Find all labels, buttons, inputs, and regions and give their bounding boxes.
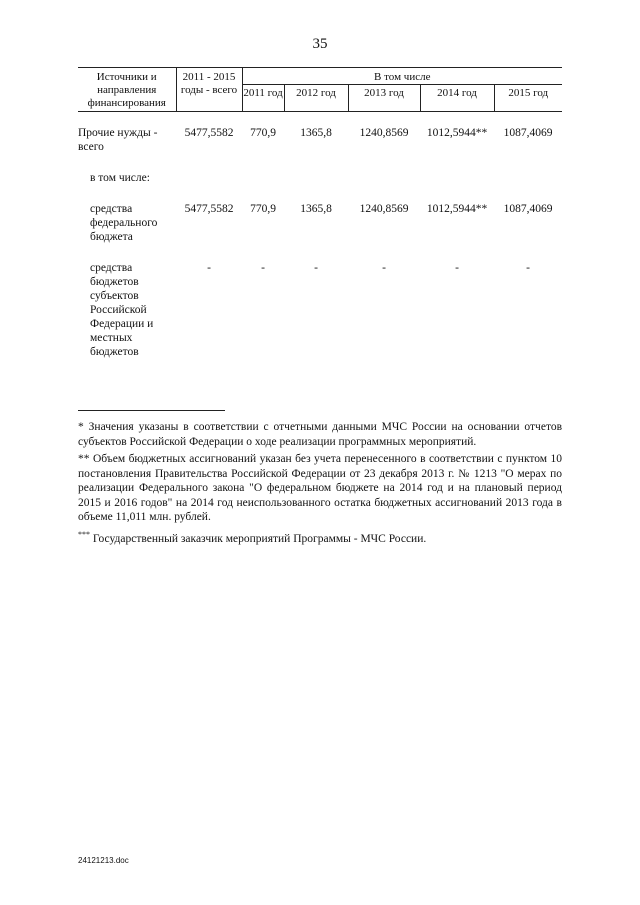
table-row <box>78 112 562 155</box>
table-row <box>78 185 562 244</box>
cell-total: 5477,5582 <box>184 127 234 139</box>
footnote-mark: * <box>78 421 84 433</box>
cell-2015: 1087,4069 <box>503 203 553 215</box>
table-row <box>78 154 562 185</box>
page-number: 35 <box>312 36 328 52</box>
header-year-2015: 2015 год <box>494 85 562 112</box>
row-label: Прочие нужды - всего <box>78 127 158 153</box>
footnote-text: Объем бюджетных ассигнований указан без учета перенесенного в соответствии с пунктом 10 постановления Правительства Российской Федерации от 23 декабря 2013 г. № 1213 "О мерах по реализации Федерального закона "О федеральном бюджете на 2014 год и на плановый период 2015 и 2016 годов" на 2014 год неиспользованного остатка бюджетных ассигнований 2013 года в объеме 11,011 млн. рублей. <box>78 453 563 523</box>
header-year-2014: 2014 год <box>420 85 494 112</box>
footnote-2 <box>78 452 562 525</box>
footnote-mark: ** <box>78 453 90 465</box>
cell-2013: 1240,8569 <box>359 203 409 215</box>
footnote-text: Государственный заказчик мероприятий Программы - МЧС России. <box>92 532 427 545</box>
footnotes <box>78 420 562 549</box>
header-year-2011: 2011 год <box>242 85 284 112</box>
cell-2015: 1087,4069 <box>503 127 553 139</box>
cell-2013: 1240,8569 <box>359 127 409 139</box>
cell-2012: - <box>314 262 318 274</box>
footnote-mark: *** <box>78 529 90 539</box>
cell-2015: - <box>526 262 530 274</box>
header-year-2013: 2013 год <box>348 85 420 112</box>
footnote-separator <box>78 410 225 411</box>
cell-total: - <box>207 262 211 274</box>
row-label: средства бюджетов субъектов Российской Федерации и местных бюджетов <box>90 262 154 358</box>
financing-table <box>78 67 562 359</box>
cell-2014: - <box>455 262 459 274</box>
header-including: В том числе <box>242 68 562 85</box>
header-total: 2011 - 2015 годы - всего <box>176 68 242 112</box>
cell-2011: - <box>261 262 265 274</box>
cell-2012: 1365,8 <box>300 203 332 215</box>
cell-total: 5477,5582 <box>184 203 234 215</box>
cell-2012: 1365,8 <box>300 127 332 139</box>
cell-2011: 770,9 <box>250 127 276 139</box>
header-source: Источники и направления финансирования <box>78 68 176 112</box>
footnote-3 <box>78 528 562 547</box>
row-label: средства федерального бюджета <box>90 203 158 243</box>
footnote-1 <box>78 420 562 449</box>
table-row <box>78 244 562 359</box>
cell-2013: - <box>382 262 386 274</box>
header-year-2012: 2012 год <box>284 85 348 112</box>
cell-2014: 1012,5944** <box>426 203 488 215</box>
cell-2014: 1012,5944** <box>426 127 488 139</box>
footnote-text: Значения указаны в соответствии с отчетными данными МЧС России на основании отчетов субъектов Российской Федерации о ходе реализации программных мероприятий. <box>78 421 562 448</box>
row-label: в том числе: <box>90 172 150 184</box>
cell-2011: 770,9 <box>250 203 276 215</box>
document-code: 24121213.doc <box>78 856 129 865</box>
